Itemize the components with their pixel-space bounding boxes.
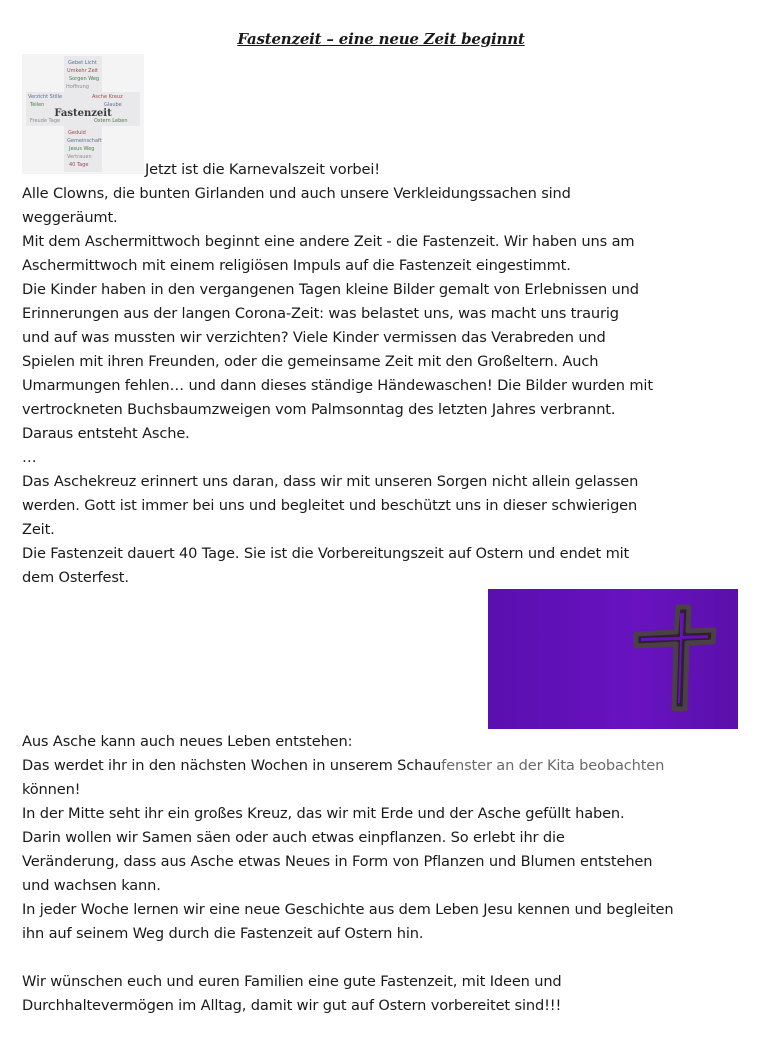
- word-cloud-cross-icon: [22, 54, 144, 174]
- text-line: weggeräumt.: [22, 209, 118, 226]
- svg-text:Asche Kreuz: Asche Kreuz: [92, 94, 123, 100]
- svg-text:Ostern Leben: Ostern Leben: [94, 118, 128, 124]
- text-line: und auf was mussten wir verzichten? Viele Kinder vermissen das Verabreden und: [22, 329, 606, 346]
- text-line: und wachsen kann.: [22, 877, 161, 894]
- page-title: Fastenzeit – eine neue Zeit beginnt: [237, 30, 525, 48]
- text-line: In der Mitte seht ihr ein großes Kreuz, das wir mit Erde und der Asche gefüllt haben.: [22, 805, 625, 822]
- text-line: dem Osterfest.: [22, 569, 129, 586]
- text-line: Veränderung, dass aus Asche etwas Neues in Form von Pflanzen und Blumen entstehen: [22, 853, 653, 870]
- text-line: Darin wollen wir Samen säen oder auch etwas einpflanzen. So erlebt ihr die: [22, 829, 565, 846]
- svg-text:Hoffnung: Hoffnung: [66, 84, 89, 90]
- svg-text:Verzicht Stille: Verzicht Stille: [28, 94, 63, 100]
- text-line: ihn auf seinem Weg durch die Fastenzeit auf Ostern hin.: [22, 925, 424, 942]
- text-line: In jeder Woche lernen wir eine neue Geschichte aus dem Leben Jesu kennen und begleiten: [22, 901, 674, 918]
- text-line: Das Aschekreuz erinnert uns daran, dass wir mit unseren Sorgen nicht allein gelassen: [22, 473, 639, 490]
- text-line: Jetzt ist die Karnevalszeit vorbei!: [145, 161, 380, 178]
- svg-text:Gemeinschaft: Gemeinschaft: [67, 138, 102, 144]
- svg-text:40 Tage: 40 Tage: [69, 162, 89, 168]
- svg-text:Umkehr Zeit: Umkehr Zeit: [67, 68, 98, 74]
- text-line: Spielen mit ihren Freunden, oder die gemeinsame Zeit mit den Großeltern. Auch: [22, 353, 599, 370]
- text-line: Erinnerungen aus der langen Corona-Zeit: was belastet uns, was macht uns traurig: [22, 305, 619, 322]
- text-line: Durchhaltevermögen im Alltag, damit wir gut auf Ostern vorbereitet sind!!!: [22, 997, 562, 1014]
- svg-text:Teilen: Teilen: [30, 102, 45, 108]
- text-line: Aus Asche kann auch neues Leben entstehen:: [22, 733, 353, 750]
- wordcross-center-word: Fastenzeit: [54, 108, 112, 119]
- text-segment-gray: fenster an der Kita beobachten: [441, 757, 665, 774]
- svg-text:Glaube: Glaube: [104, 102, 122, 108]
- text-line: Zeit.: [22, 521, 55, 538]
- svg-text:Geduld: Geduld: [68, 130, 86, 136]
- ash-cross-icon: [488, 589, 738, 729]
- text-line: Aschermittwoch mit einem religiösen Impuls auf die Fastenzeit eingestimmt.: [22, 257, 571, 274]
- text-line: Daraus entsteht Asche.: [22, 425, 190, 442]
- text-segment: Das werdet ihr in den nächsten Wochen in unserem Schau: [22, 757, 442, 774]
- text-line: werden. Gott ist immer bei uns und begleitet und beschützt uns in dieser schwierigen: [22, 497, 638, 514]
- text-line: Umarmungen fehlen… und dann dieses ständige Händewaschen! Die Bilder wurden mit: [22, 377, 653, 394]
- text-line: Wir wünschen euch und euren Familien eine gute Fastenzeit, mit Ideen und: [22, 973, 562, 990]
- text-line: Alle Clowns, die bunten Girlanden und auch unsere Verkleidungssachen sind: [22, 185, 571, 202]
- text-line: Die Fastenzeit dauert 40 Tage. Sie ist die Vorbereitungszeit auf Ostern und endet mit: [22, 545, 630, 562]
- text-line: …: [22, 449, 37, 466]
- text-line: können!: [22, 781, 81, 798]
- text-line: Mit dem Aschermittwoch beginnt eine andere Zeit - die Fastenzeit. Wir haben uns am: [22, 233, 635, 250]
- text-line: [22, 754, 664, 778]
- svg-text:Gebet Licht: Gebet Licht: [68, 60, 97, 66]
- svg-text:Jesus Weg: Jesus Weg: [69, 146, 95, 152]
- text-line: Die Kinder haben in den vergangenen Tagen kleine Bilder gemalt von Erlebnissen und: [22, 281, 639, 298]
- svg-text:Vertrauen: Vertrauen: [67, 154, 92, 160]
- svg-text:Sorgen Weg: Sorgen Weg: [69, 76, 100, 82]
- text-line: vertrockneten Buchsbaumzweigen vom Palmsonntag des letzten Jahres verbrannt.: [22, 401, 616, 418]
- svg-text:Freude Tage: Freude Tage: [30, 118, 61, 124]
